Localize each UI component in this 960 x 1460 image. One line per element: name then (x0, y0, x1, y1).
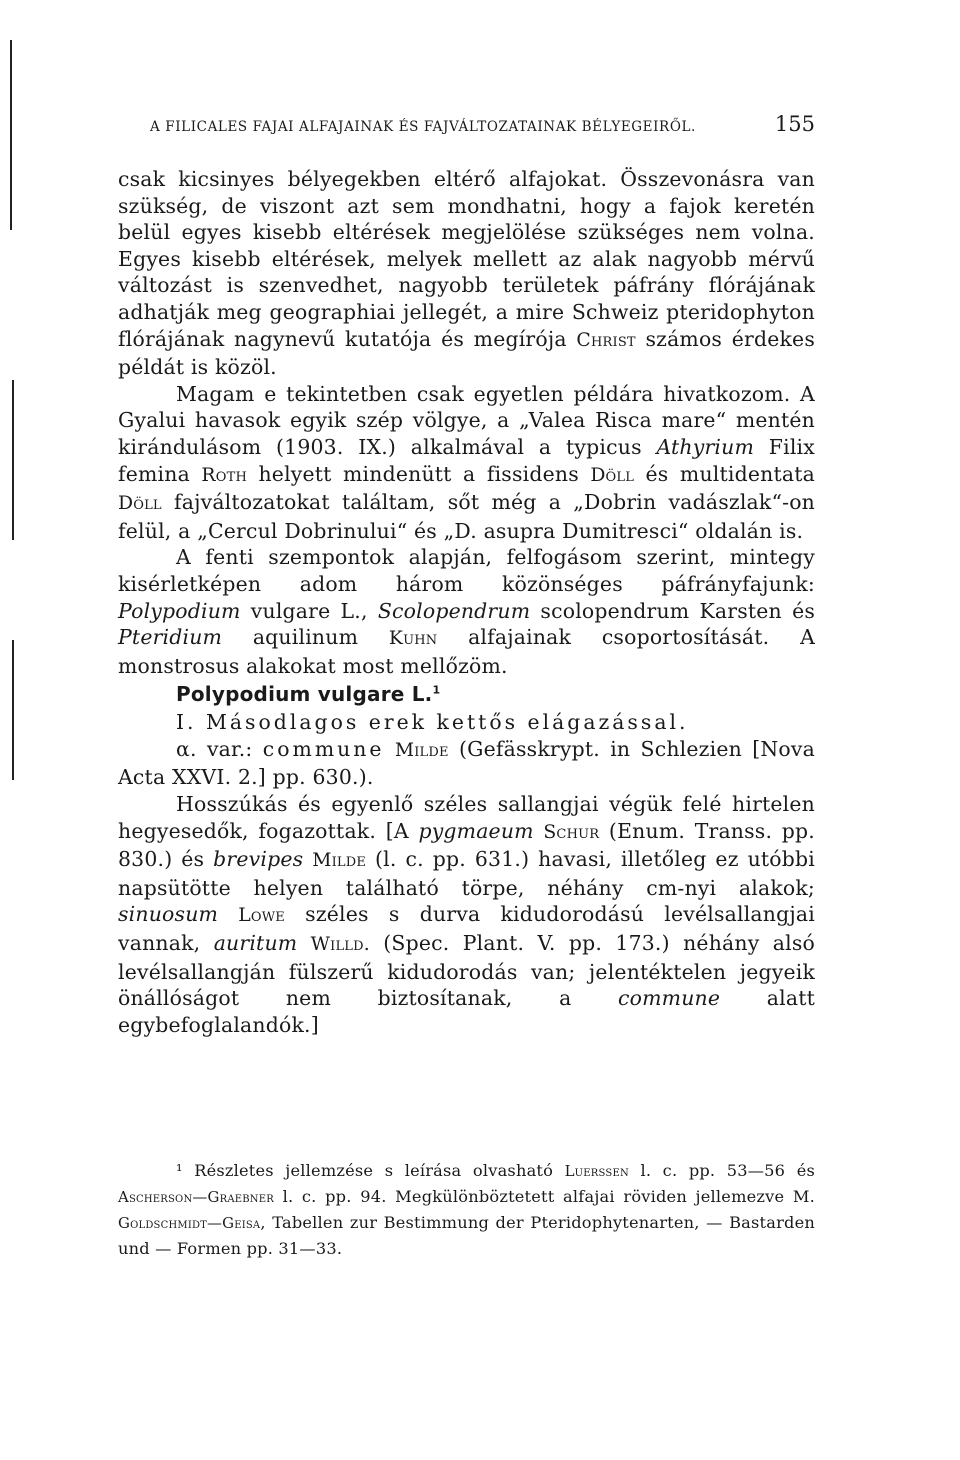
text-run (385, 737, 395, 761)
author-name: Roth (201, 464, 248, 486)
text-run: (Spec. Plant. V. pp. 173.) néhány alsó levélsallangján fülszerű kidudorodás van; jelentéktelen jegyeik önállóságot nem biztosítanak, a (118, 931, 815, 1011)
text-run: Filix femina (118, 434, 815, 486)
genus-name: Athyrium (656, 434, 755, 459)
text-run: (l. c. pp. 631.) havasi, illetőleg ez utóbbi napsütötte helyen található törpe, néhány cm-nyi alakok; (118, 847, 815, 900)
text-run: alfajainak csoportosítását. A monstrosus alakokat most mellőzöm. (118, 625, 816, 678)
text-run: fajváltozatokat találtam, sőt még a „Dobrin vadászlak“-on felül, a „Cercul Dobrinului“ és „D. asupra Dumitresci“ oldalán is. (118, 490, 815, 543)
text-run: Magam e tekintetben csak egyetlen példára hivatkozom. A Gyalui havasok egyik szép völgye, a „Valea Risca mare“ mentén kirándulásom (1903. IX.) alkalmával a typicus (118, 381, 815, 459)
text-run: helyett mindenütt a fissidens (247, 461, 591, 486)
footnote (118, 1158, 815, 1262)
genus-name: Pteridium (118, 625, 223, 650)
author-name: Milde (312, 850, 367, 872)
variety-name: commune (262, 736, 385, 761)
text-run: széles s durva kidudorodású levélsallangjai vannak, (118, 902, 815, 956)
text-run: Hosszúkás és egyenlő széles sallangjai végük felé hirtelen hegyesedők, fogazottak. [A (118, 792, 815, 843)
author-name: Luerssen (564, 1162, 629, 1180)
text-run: és multidentata (634, 461, 815, 486)
author-name: Goldschmidt—Geisa (118, 1214, 261, 1232)
author-name: Christ (576, 329, 636, 351)
page-number: 155 (774, 112, 815, 136)
text-run: A fenti szempontok alapján, felfogásom szerint, mintegy kisérletképen adom három közönséges páfrányfajunk: (118, 545, 815, 596)
text-run (303, 847, 312, 871)
text-run: vulgare L., (240, 598, 378, 623)
paragraph-1 (118, 166, 815, 381)
paragraph-4 (118, 791, 815, 1038)
text-run (218, 902, 238, 926)
text-run (297, 931, 310, 955)
author-name: Döll (118, 493, 162, 515)
variety-line (118, 736, 815, 791)
text-run: (Gefässkrypt. in Schlezien [Nova Acta XXVI. 2.] pp. 630.). (118, 736, 815, 790)
species-title: Polypodium vulgare L. (176, 682, 433, 707)
author-name: Döll (590, 464, 635, 486)
main-text (118, 166, 815, 1038)
text-run: csak kicsinyes bélyegekben eltérő alfajokat. Összevonásra van szükség, de viszont azt sem mondhatni, hogy a fajok keretén belül egyes kisebb eltérések megjelölése szükséges nem volna. Egyes kisebb eltérések, melyek mellett az alak nagyobb mérvű változást is szenvedhet, nagyobb területek páfrány flórájának adhatják meg geographiai jellegét, a mire Schweiz pteridophyton flórájának nagynevű kutatója és megírója (118, 167, 815, 351)
author-name: Milde (394, 739, 449, 761)
text-run: l. c. pp. 53—56 és (628, 1161, 815, 1180)
running-title: A FILICALES FAJAI ALFAJAINAK ÉS FAJVÁLTOZATAINAK BÉLYEGEIRŐL. (150, 119, 696, 135)
author-name: Lowe (238, 905, 285, 927)
binding-edge-mark (12, 380, 14, 540)
paragraph-2 (118, 381, 815, 545)
text-run: aquilinum (222, 625, 389, 650)
text-run: alatt egybefoglalandók.] (118, 986, 815, 1037)
binding-edge-mark (12, 640, 14, 780)
text-run: scolopendrum Karsten és (530, 598, 816, 623)
form-name: auritum (213, 931, 298, 956)
binding-edge-mark (10, 40, 12, 230)
author-name: Ascherson—Graebner (118, 1188, 274, 1206)
text-run: számos érdekes példát is közöl. (118, 326, 815, 380)
text-run: α. var.: (176, 736, 263, 761)
running-header (150, 112, 815, 136)
text-run: Részletes jellemzése s leírása olvasható (182, 1161, 565, 1180)
form-name: sinuosum (118, 902, 219, 927)
text-run: , Tabellen zur Bestimmung der Pteridophytenarten, — Bastarden und — Formen pp. 31—33. (118, 1213, 815, 1258)
form-name: commune (618, 986, 721, 1011)
paragraph-3 (118, 544, 815, 679)
genus-name: Scolopendrum (377, 598, 531, 623)
author-name: Kuhn (388, 628, 438, 650)
text-run: (Enum. Transs. pp. 830.) és (118, 818, 815, 872)
text-run: l. c. pp. 94. Megkülönböztetett alfajai röviden jellemezve M. (273, 1187, 815, 1206)
genus-name: Polypodium (118, 598, 241, 623)
text-run (534, 819, 544, 843)
species-heading (118, 679, 815, 709)
section-heading: I. Másodlagos erek kettős elágazással. (176, 710, 689, 735)
footnote-mark: ¹ (176, 1161, 183, 1180)
form-name: brevipes (213, 847, 304, 872)
author-name: Willd. (310, 934, 370, 956)
form-name: pygmaeum (418, 818, 534, 843)
footnote-reference: 1 (432, 683, 441, 697)
footnote-text (118, 1158, 815, 1262)
author-name: Schur (543, 821, 600, 843)
